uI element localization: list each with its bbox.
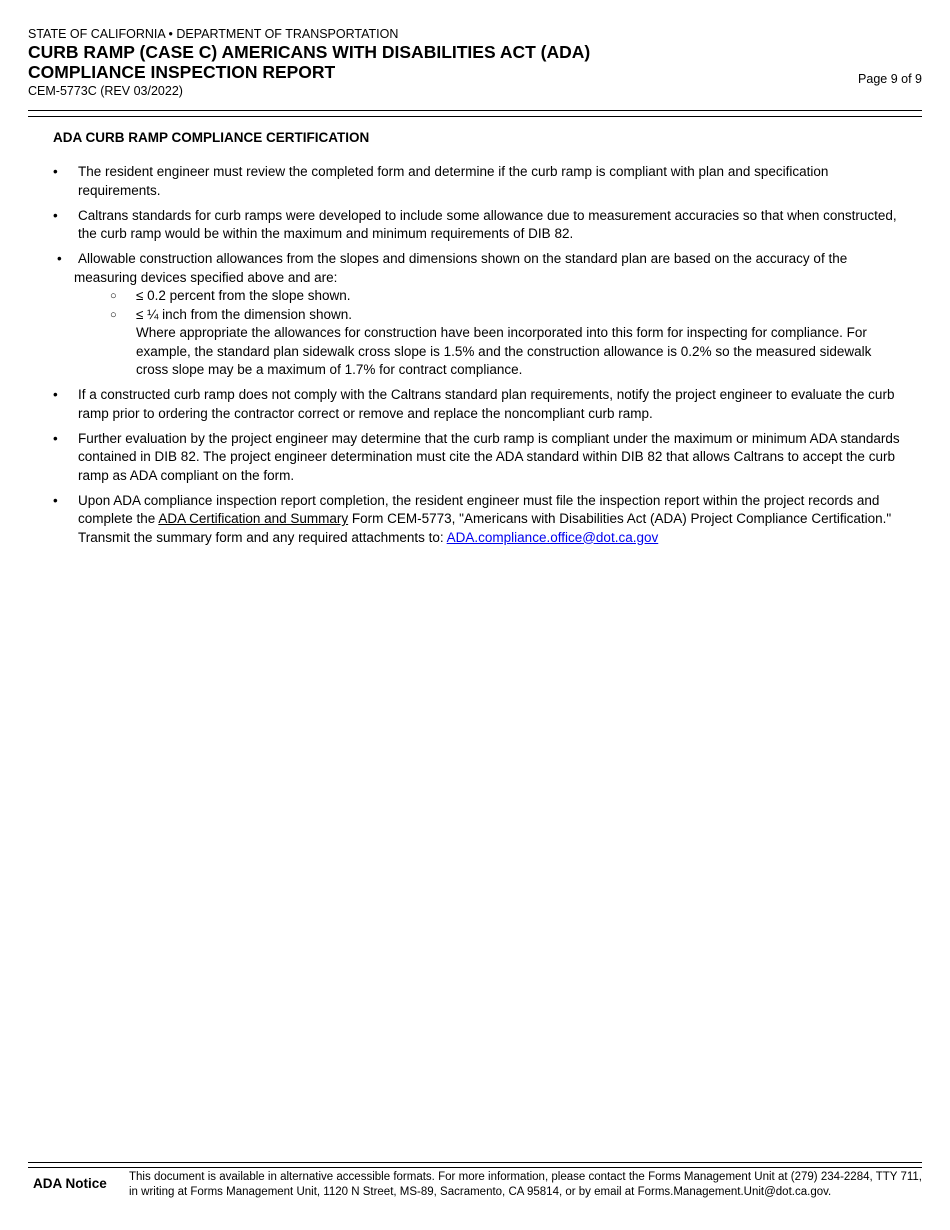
- agency-name: STATE OF CALIFORNIA • DEPARTMENT OF TRANSPORTATION: [28, 27, 399, 41]
- form-number: CEM-5773C (REV 03/2022): [28, 84, 183, 98]
- allowance-sublist: [78, 287, 903, 380]
- form-title-line1: CURB RAMP (CASE C) AMERICANS WITH DISABILITIES ACT (ADA): [28, 42, 591, 62]
- compliance-email-link[interactable]: ADA.compliance.office@dot.ca.gov: [446, 529, 659, 545]
- bullet-icon: •: [57, 251, 62, 266]
- certification-list: [53, 163, 903, 554]
- circle-bullet-icon: ○: [110, 308, 117, 321]
- bullet-icon: •: [53, 164, 58, 179]
- footer-divider: [28, 1162, 922, 1163]
- page-number: Page 9 of 9: [858, 72, 922, 86]
- bullet-icon: •: [53, 492, 58, 508]
- form-header: [28, 27, 922, 99]
- ada-certification-form-link[interactable]: ADA Certification and Summary: [158, 511, 349, 526]
- footer-divider: [28, 1167, 922, 1168]
- bullet-icon: •: [53, 387, 58, 402]
- ada-notice-label: ADA Notice: [33, 1176, 107, 1191]
- list-item: • The resident engineer must review the completed form and determine if the curb ramp is compliant with plan and specification requirements.: [53, 164, 829, 198]
- list-item: • If a constructed curb ramp does not comply with the Caltrans standard plan requirements, notify the project engineer to evaluate the curb ramp prior to ordering the contractor correct or remove and replace the noncompliant curb ramp.: [53, 387, 895, 421]
- list-item: • Allowable construction allowances from the slopes and dimensions shown on the standard plan are based on the accuracy of the measuring devices specified above and are: ○ ≤ 0.2 percent from the slope shown. ○ ≤ ¼ inch from the dimension shown. Where appropriate the allowances for construction have been incorporated into this form for inspecting for compliance. For example, the standard plan sidewalk cross slope is 1.5% and the construction allowance is 0.2% so the measured sidewalk cross slope may be a maximum of 1.7% for contract compliance.: [53, 250, 903, 380]
- bullet-icon: •: [53, 430, 58, 446]
- list-item: • Further evaluation by the project engineer may determine that the curb ramp is compliant under the maximum or minimum ADA standards contained in DIB 82. The project engineer determination must cite the ADA standard within DIB 82 that allows Caltrans to accept the curb ramp as ADA compliant on the form.: [53, 430, 900, 483]
- header-divider: [28, 110, 922, 111]
- sub-list-item: ○ ≤ ¼ inch from the dimension shown.: [78, 306, 903, 325]
- sub-note: Where appropriate the allowances for construction have been incorporated into this form for inspecting for compliance. For example, the standard plan sidewalk cross slope is 1.5% and the construction allowance is 0.2% so the measured sidewalk cross slope may be a maximum of 1.7% for contract compliance.: [136, 325, 872, 377]
- circle-bullet-icon: ○: [110, 290, 117, 302]
- list-item: • Caltrans standards for curb ramps were developed to include some allowance due to measurement accuracies so that when constructed, the curb ramp would be within the maximum and minimum requirements of DIB 82.: [53, 207, 897, 241]
- bullet-icon: •: [53, 207, 58, 223]
- form-title-line2: COMPLIANCE INSPECTION REPORT: [28, 62, 336, 82]
- header-divider: [28, 116, 922, 117]
- ada-notice-text: This document is available in alternative accessible formats. For more information, please contact the Forms Management Unit at (279) 234-2284, TTY 711, in writing at Forms Management Unit, 1120 N Street, MS-89, Sacramento, CA 95814, or by email at Forms.Management.Unit@dot.ca.gov.: [129, 1171, 922, 1198]
- list-item: • Upon ADA compliance inspection report completion, the resident engineer must file the inspection report within the project records and complete the ADA Certification and Summary Form CEM-5773, "Americans with Disabilities Act (ADA) Project Compliance Certification." Transmit the summary form and any required attachments to: ADA.compliance.office@dot.ca.gov: [53, 492, 892, 545]
- section-heading: ADA CURB RAMP COMPLIANCE CERTIFICATION: [53, 130, 370, 145]
- sub-list-item: ○ ≤ 0.2 percent from the slope shown.: [78, 287, 903, 306]
- ada-notice: [28, 1170, 922, 1200]
